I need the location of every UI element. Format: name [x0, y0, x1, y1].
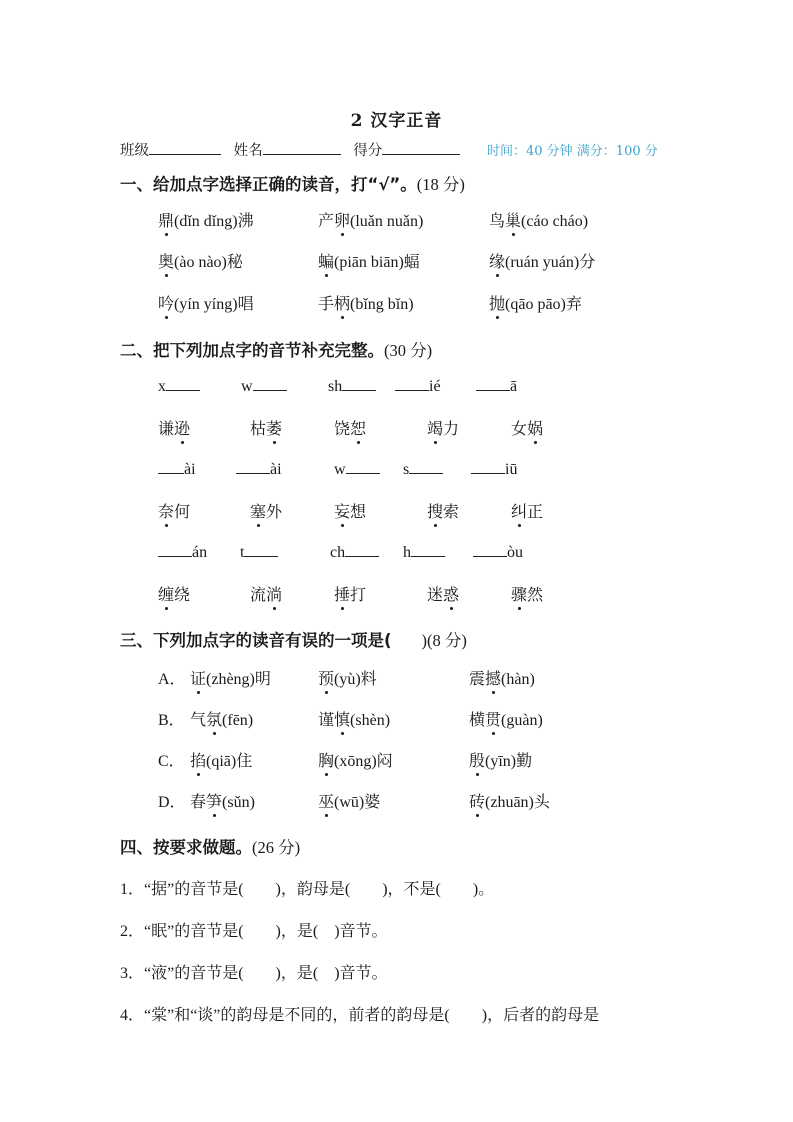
dotted-char: 吟	[158, 291, 174, 314]
option-c-item-3: 殷(yīn)勤	[469, 748, 532, 771]
s1-item-3	[489, 208, 588, 231]
pre: 产	[318, 213, 335, 230]
pinyin-blank[interactable]: w	[334, 461, 380, 479]
options-text[interactable]: (yín yíng)唱	[174, 296, 254, 313]
name-field[interactable]	[263, 140, 341, 155]
dotted-char: 柄	[334, 291, 350, 314]
word: 搜索	[427, 499, 459, 522]
word: 捶打	[334, 582, 366, 605]
pinyin-blank[interactable]: ài	[158, 461, 196, 479]
word: 枯萎	[250, 416, 282, 439]
section2-score: (30 分)	[384, 341, 433, 360]
word: 女娲	[511, 416, 543, 439]
word: 妄想	[334, 499, 366, 522]
option-a-item-2: 预(yù)料	[318, 666, 377, 689]
section2-heading	[120, 337, 432, 361]
word: 纠正	[511, 499, 543, 522]
options-text[interactable]: (cáo cháo)	[521, 213, 589, 230]
dotted-char: 卵	[334, 208, 350, 231]
pinyin-blank[interactable]: sh	[328, 378, 376, 396]
option-c-item-1: 掐(qiā)住	[190, 748, 252, 771]
pinyin-blank[interactable]: t	[240, 544, 278, 562]
word: 塞外	[250, 499, 282, 522]
score-label: 得分	[353, 143, 383, 159]
section3-heading-text: 三、下列加点字的读音有误的一项是(	[120, 631, 392, 650]
word: 流淌	[250, 582, 282, 605]
pinyin-blank[interactable]: s	[403, 461, 443, 479]
word: 骤然	[511, 582, 543, 605]
option-b-item-2: 谨慎(shèn)	[318, 707, 390, 730]
pinyin-blank[interactable]: òu	[473, 544, 523, 562]
options-text[interactable]: (dǐn dǐng)沸	[174, 213, 254, 230]
options-text[interactable]: (luǎn nuǎn)	[350, 213, 424, 230]
class-label: 班级	[120, 143, 149, 159]
section4-heading-text: 四、按要求做题。	[120, 838, 252, 857]
pinyin-blank[interactable]: x	[158, 378, 200, 396]
pinyin-blank[interactable]: iū	[471, 461, 517, 479]
s1-item-8	[318, 291, 414, 314]
section1-heading-text: 一、给加点字选择正确的读音，打“√”。	[120, 175, 417, 194]
dotted-char: 蝙	[318, 249, 334, 272]
options-text[interactable]: (ruán yuán)分	[505, 254, 596, 271]
option-d-item-3: 砖(zhuān)头	[469, 789, 550, 812]
option-a[interactable]: A．	[158, 671, 186, 688]
s1-item-5	[318, 249, 420, 272]
word: 迷惑	[427, 582, 459, 605]
student-info-row	[120, 139, 468, 160]
word: 奈何	[158, 499, 190, 522]
option-d-item-2: 巫(wū)婆	[318, 789, 380, 812]
word: 缠绕	[158, 582, 190, 605]
pre: 手	[318, 296, 335, 313]
option-a-item-1: 证(zhèng)明	[190, 666, 271, 689]
word: 饶恕	[334, 416, 366, 439]
section2-heading-text: 二、把下列加点字的音节补充完整。	[120, 341, 384, 360]
pinyin-blank[interactable]: h	[403, 544, 445, 562]
option-c-item-2: 胸(xōng)闷	[318, 748, 393, 771]
word: 谦逊	[158, 416, 190, 439]
dotted-char: 鼎	[158, 208, 174, 231]
section4-heading	[120, 834, 300, 858]
option-b[interactable]: B．	[158, 712, 185, 729]
option-b-item-1: 气氛(fēn)	[190, 707, 253, 730]
option-b-item-3: 横贯(guàn)	[469, 707, 543, 730]
question-2[interactable]: 2．“眠”的音节是( )，是( )音节。	[120, 923, 388, 940]
section4-score: (26 分)	[252, 838, 301, 857]
dotted-char: 巢	[505, 208, 521, 231]
class-field[interactable]	[149, 140, 221, 155]
pinyin-blank[interactable]: ā	[476, 378, 517, 396]
options-text[interactable]: (qāo pāo)弃	[505, 296, 582, 313]
pinyin-blank[interactable]: ch	[330, 544, 379, 562]
question-1[interactable]: 1．“据”的音节是( )，韵母是( )，不是( )。	[120, 881, 495, 898]
dotted-char: 奥	[158, 249, 174, 272]
dotted-char: 缘	[489, 249, 505, 272]
s1-item-9	[489, 291, 582, 314]
name-label: 姓名	[233, 143, 263, 159]
word: 竭力	[427, 416, 459, 439]
score-field[interactable]	[382, 140, 460, 155]
options-text[interactable]: (bǐng bǐn)	[350, 296, 414, 313]
pinyin-blank[interactable]: ié	[395, 378, 441, 396]
option-d-item-1: 春笋(sǔn)	[190, 789, 255, 812]
options-text[interactable]: (piān biān)蝠	[334, 254, 420, 271]
option-a-item-3: 震撼(hàn)	[469, 666, 535, 689]
option-c[interactable]: C．	[158, 753, 185, 770]
s1-item-1	[158, 208, 254, 231]
section1-heading	[120, 171, 465, 195]
options-text[interactable]: (ào nào)秘	[174, 254, 243, 271]
s1-item-6	[489, 249, 595, 272]
option-d[interactable]: D．	[158, 794, 186, 811]
dotted-char: 抛	[489, 291, 505, 314]
s1-item-4	[158, 249, 243, 272]
time-info: 时间：40 分钟 满分：100 分	[487, 144, 658, 159]
pinyin-blank[interactable]: án	[158, 544, 207, 562]
pre: 鸟	[489, 213, 506, 230]
page-title: 2 汉字正音	[350, 111, 443, 131]
question-3[interactable]: 3．“液”的音节是( )，是( )音节。	[120, 965, 388, 982]
section1-score: (18 分)	[416, 175, 465, 194]
section3-score: (8 分)	[427, 631, 467, 650]
section3-heading: 三、下列加点字的读音有误的一项是( )(8 分)	[120, 631, 467, 650]
s1-item-2	[318, 208, 423, 231]
s1-item-7	[158, 291, 254, 314]
pinyin-blank[interactable]: w	[241, 378, 287, 396]
pinyin-blank[interactable]: ài	[236, 461, 282, 479]
question-4[interactable]: 4．“棠”和“谈”的韵母是不同的，前者的韵母是( )，后者的韵母是	[120, 1007, 600, 1024]
